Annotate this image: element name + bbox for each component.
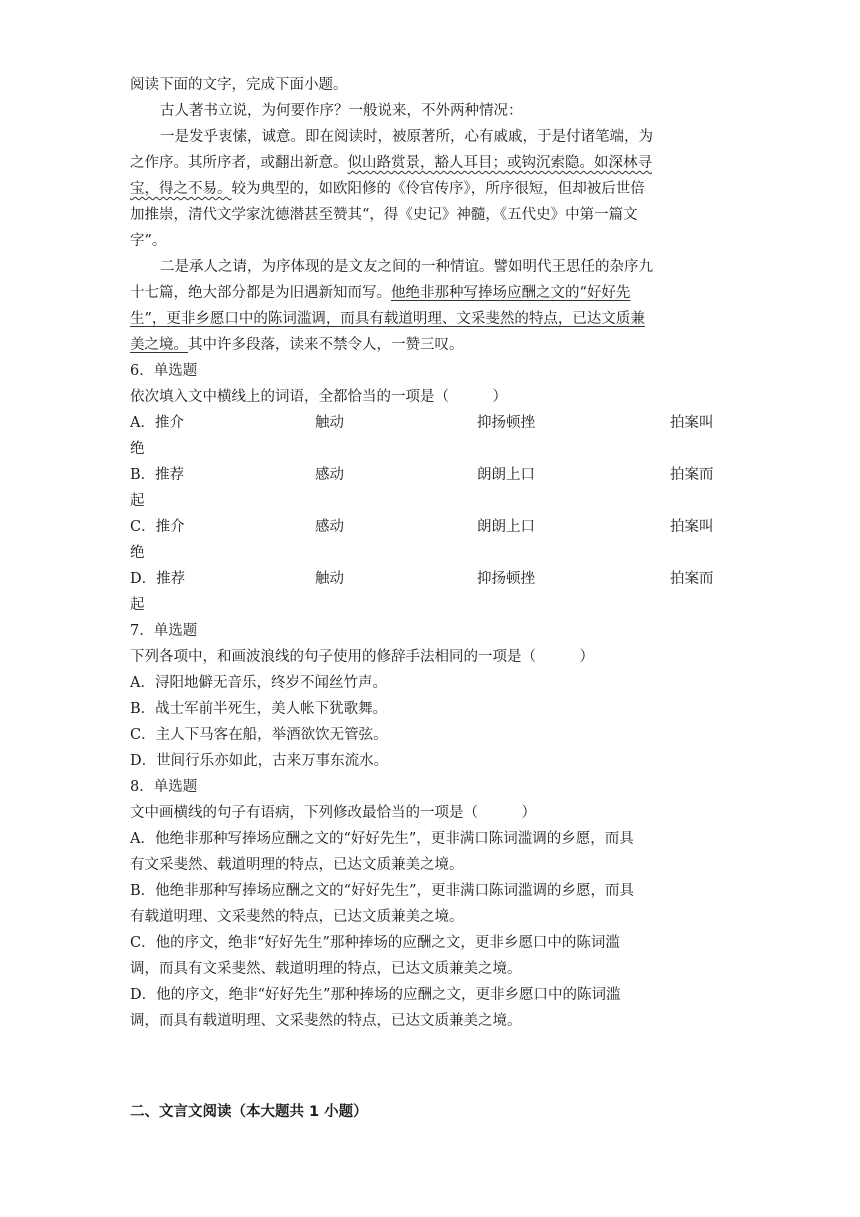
- option-wrap: 起: [130, 597, 145, 613]
- question-7-option-a[interactable]: A．浔阳地僻无音乐，终岁不闻丝竹声。: [130, 675, 387, 691]
- option-line-2: 调，而具有载道明理、文采斐然的特点，已达文质兼美之境。: [130, 1013, 522, 1029]
- option-line-1: B．他绝非那种写捧场应酬之文的“好好先生”，更非满口陈词滥调的乡愿，而具: [130, 883, 634, 899]
- underlined-sentence: 美之境。: [130, 337, 188, 353]
- option-word-3: 抑扬顿挫: [477, 415, 535, 431]
- option-word-3: 抑扬顿挫: [477, 571, 535, 587]
- passage-paragraph-2-line-1: 一是发乎衷愫，诚意。即在阅读时，被原著所，心有戚戚，于是付诸笔端，为: [160, 129, 653, 145]
- plain-text: 其中许多段落，读来不禁令人，一赞三叹。: [188, 337, 464, 353]
- option-word-4: 拍案而: [670, 571, 714, 587]
- question-8-number: 8．单选题: [130, 779, 198, 795]
- question-7-stem: 下列各项中，和画波浪线的句子使用的修辞手法相同的一项是（ ）: [130, 649, 594, 665]
- underlined-sentence: 生”，更非乡愿口中的陈词滥调，而具有载道明理、文采斐然的特点，已达文质兼: [130, 311, 645, 327]
- option-label: A．推介: [130, 415, 184, 431]
- plain-text: 较为典型的，如欧阳修的《伶官传序》，所序很短，但却被后世倍: [231, 181, 645, 197]
- passage-paragraph-2-line-3: [130, 179, 645, 199]
- option-word-4: 拍案叫: [670, 519, 714, 535]
- option-wrap: 绝: [130, 545, 145, 561]
- plain-text: 之作序。其所序者，或翻出新意。: [130, 155, 348, 171]
- passage-paragraph-1: 古人著书立说，为何要作序？一般说来，不外两种情况：: [160, 103, 523, 119]
- plain-text: 十七篇，绝大部分都是为旧遇新知而写。: [130, 285, 391, 301]
- option-line-1: A．他绝非那种写捧场应酬之文的“好好先生”，更非满口陈词滥调的乡愿，而具: [130, 831, 634, 847]
- section-heading: 二、文言文阅读（本大题共 1 小题）: [130, 1104, 368, 1120]
- option-line-2: 调，而具有文采斐然、载道明理的特点，已达文质兼美之境。: [130, 961, 522, 977]
- passage-paragraph-2-line-2: [130, 153, 652, 173]
- question-6-stem: 依次填入文中横线上的词语，全都恰当的一项是（ ）: [130, 389, 507, 405]
- option-word-2: 感动: [315, 467, 344, 483]
- question-7-option-c[interactable]: C．主人下马客在船，举酒欲饮无管弦。: [130, 727, 388, 743]
- option-word-2: 感动: [315, 519, 344, 535]
- question-6-number: 6．单选题: [130, 363, 198, 379]
- question-7-option-b[interactable]: B．战士军前半死生，美人帐下犹歌舞。: [130, 701, 388, 717]
- option-word-3: 朗朗上口: [477, 519, 535, 535]
- underlined-sentence: 他绝非那种写捧场应酬之文的“好好先: [391, 285, 631, 301]
- wavy-underlined-sentence: 宝，得之不易。: [130, 181, 232, 197]
- option-label: D．推荐: [130, 571, 186, 587]
- wavy-underlined-sentence: 似山路赏景，豁人耳目；或钩沉索隐。如深林寻: [347, 155, 652, 171]
- option-label: C．推介: [130, 519, 185, 535]
- option-word-4: 拍案而: [670, 467, 714, 483]
- option-word-4: 拍案叫: [670, 415, 714, 431]
- option-word-2: 触动: [315, 415, 344, 431]
- passage-paragraph-3-line-3: [130, 309, 645, 329]
- option-line-1: D．他的序文，绝非“好好先生”那种捧场的应酬之文，更非乡愿口中的陈词滥: [130, 987, 621, 1003]
- passage-paragraph-3-line-1: 二是承人之请，为序体现的是文友之间的一种情谊。譬如明代王思任的杂序九: [160, 259, 653, 275]
- option-word-3: 朗朗上口: [477, 467, 535, 483]
- passage-paragraph-2-line-5: 字”。: [130, 233, 167, 249]
- question-7-option-d[interactable]: D．世间行乐亦如此，古来万事东流水。: [130, 753, 389, 769]
- question-7-number: 7．单选题: [130, 623, 198, 639]
- option-wrap: 绝: [130, 441, 145, 457]
- passage-paragraph-3-line-2: [130, 283, 630, 303]
- instruction-text: 阅读下面的文字，完成下面小题。: [130, 77, 348, 93]
- option-line-1: C．他的序文，绝非“好好先生”那种捧场的应酬之文，更非乡愿口中的陈词滥: [130, 935, 620, 951]
- question-8-stem: 文中画横线的句子有语病，下列修改最恰当的一项是（ ）: [130, 805, 536, 821]
- option-line-2: 有载道明理、文采斐然的特点，已达文质兼美之境。: [130, 909, 464, 925]
- option-label: B．推荐: [130, 467, 185, 483]
- passage-paragraph-2-line-4: 加推崇，清代文学家沈德潜甚至赞其“，得《史记》神髓，《五代史》中第一篇文: [130, 207, 638, 223]
- passage-paragraph-3-line-4: [130, 335, 464, 355]
- option-wrap: 起: [130, 493, 145, 509]
- option-word-2: 触动: [315, 571, 344, 587]
- option-line-2: 有文采斐然、载道明理的特点，已达文质兼美之境。: [130, 857, 464, 873]
